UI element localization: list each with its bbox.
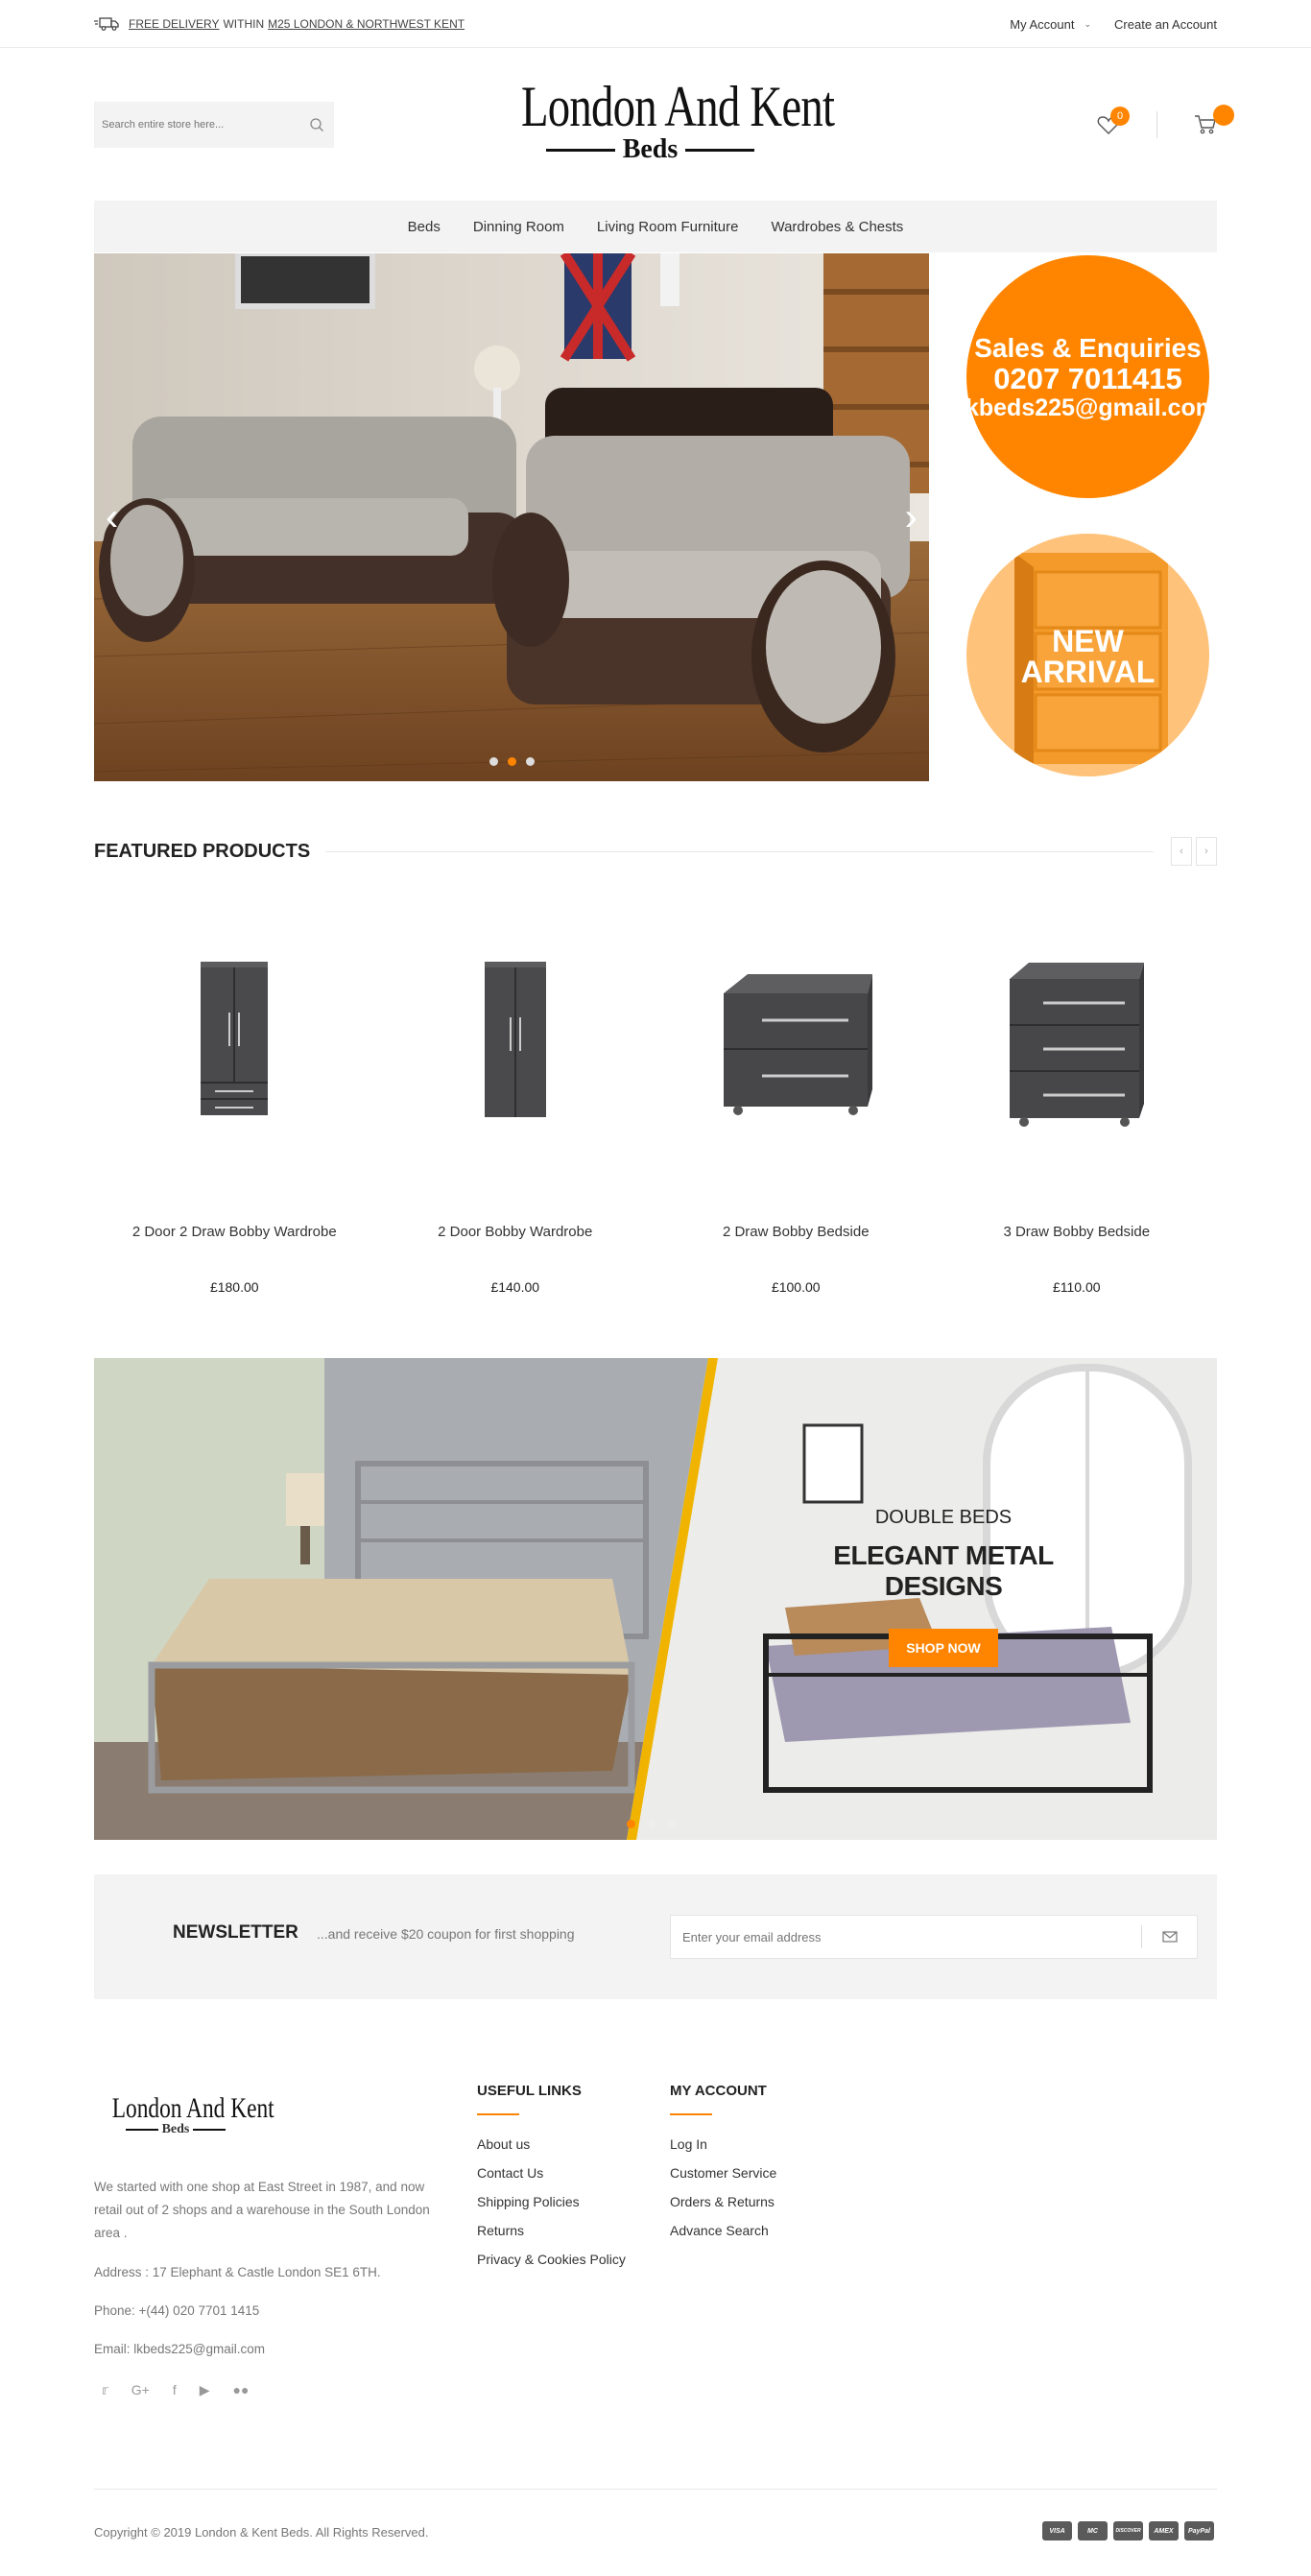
newsletter-submit-button[interactable] xyxy=(1141,1925,1197,1948)
amex-icon: AMEX xyxy=(1149,2521,1179,2540)
sales-email: lkbeds225@gmail.com xyxy=(959,394,1217,421)
footer-link-shipping-policies[interactable]: Shipping Policies xyxy=(477,2194,580,2209)
footer-logo-line1: London And Kent xyxy=(111,2092,274,2124)
footer-phone: Phone: +(44) 020 7701 1415 xyxy=(94,2303,260,2318)
footer-address: Address : 17 Elephant & Castle London SE1 6TH. xyxy=(94,2265,381,2279)
delivery-promo xyxy=(94,17,465,31)
footer-link-orders-returns[interactable]: Orders & Returns xyxy=(670,2194,775,2209)
product-name[interactable]: 2 Door 2 Draw Bobby Wardrobe xyxy=(131,1224,337,1240)
my-account-label: My Account xyxy=(1010,16,1075,32)
footer-logo[interactable] xyxy=(94,2092,274,2137)
twitter-icon[interactable]: 𝕣 xyxy=(102,2382,108,2397)
free-delivery-link[interactable]: FREE DELIVERY xyxy=(129,17,220,31)
useful-links-title: USEFUL LINKS xyxy=(477,2083,582,2099)
delivery-within-text: WITHIN xyxy=(223,17,265,31)
product-card[interactable] xyxy=(937,893,1218,1295)
slider-dots xyxy=(94,757,929,766)
footer-link-contact-us[interactable]: Contact Us xyxy=(477,2165,544,2181)
sales-phone: 0207 7011415 xyxy=(993,361,1182,395)
product-name[interactable]: 3 Draw Bobby Bedside xyxy=(1003,1224,1151,1240)
banner-dot[interactable] xyxy=(647,1820,656,1828)
visa-icon: VISA xyxy=(1042,2521,1072,2540)
footer-link-about-us[interactable]: About us xyxy=(477,2136,531,2152)
payment-methods xyxy=(1042,2521,1214,2540)
banner-dot[interactable] xyxy=(627,1820,635,1828)
footer-email[interactable]: Email: lkbeds225@gmail.com xyxy=(94,2342,266,2356)
envelope-icon xyxy=(1162,1931,1178,1943)
youtube-icon[interactable]: ▶ xyxy=(199,2382,210,2397)
search-input[interactable] xyxy=(102,119,284,131)
nav-item-beds[interactable]: Beds xyxy=(407,218,441,235)
slider-dot[interactable] xyxy=(526,757,535,766)
banner-dots xyxy=(627,1820,676,1828)
chevron-down-icon: ⌄ xyxy=(1084,18,1092,29)
google-plus-icon[interactable]: G+ xyxy=(131,2382,150,2397)
search-icon[interactable] xyxy=(309,117,324,132)
footer-link-customer-service[interactable]: Customer Service xyxy=(670,2165,777,2181)
hero-slider[interactable] xyxy=(94,253,929,781)
featured-header xyxy=(94,837,1217,866)
featured-prev-button[interactable]: ‹ xyxy=(1171,837,1192,866)
logo-line2: Beds xyxy=(622,134,679,164)
slider-dot[interactable] xyxy=(508,757,516,766)
footer-about: We started with one shop at East Street in 1987, and now retail out of 2 shops and a warehouse in the South London area . xyxy=(94,2180,430,2240)
bedside-2draw-image xyxy=(709,965,882,1118)
product-grid xyxy=(94,893,1217,1295)
my-account-title: MY ACCOUNT xyxy=(670,2083,767,2099)
newsletter-section xyxy=(94,1874,1217,1999)
slider-prev-button[interactable]: ‹ xyxy=(106,496,119,538)
sales-enquiries-badge[interactable] xyxy=(959,255,1217,498)
sales-enquiries-label: Sales & Enquiries xyxy=(974,332,1202,363)
newsletter-title: NEWSLETTER xyxy=(173,1922,298,1943)
slider-dot[interactable] xyxy=(489,757,498,766)
double-beds-banner[interactable] xyxy=(94,1358,1217,1840)
wardrobe-2door-image xyxy=(477,960,554,1123)
paypal-icon: PayPal xyxy=(1184,2521,1214,2540)
product-name[interactable]: 2 Draw Bobby Bedside xyxy=(722,1224,870,1240)
cart-count-badge xyxy=(1213,105,1234,126)
featured-next-button[interactable]: › xyxy=(1196,837,1217,866)
banner-dot[interactable] xyxy=(667,1820,676,1828)
new-arrival-badge[interactable] xyxy=(966,534,1209,776)
product-name[interactable]: 2 Door Bobby Wardrobe xyxy=(438,1224,593,1240)
footer-link-log-in[interactable]: Log In xyxy=(670,2136,707,2152)
footer-link-advance-search[interactable]: Advance Search xyxy=(670,2223,769,2238)
product-card[interactable] xyxy=(375,893,656,1295)
product-price: £110.00 xyxy=(1052,1279,1101,1295)
wishlist-count-badge: 0 xyxy=(1110,107,1130,126)
copyright-text: Copyright © 2019 London & Kent Beds. All Rights Reserved. xyxy=(94,2525,429,2540)
nav-item-dinning-room[interactable]: Dinning Room xyxy=(472,218,564,235)
footer-link-returns[interactable]: Returns xyxy=(477,2223,525,2238)
new-arrival-line2: ARRIVAL xyxy=(1020,655,1156,689)
facebook-icon[interactable]: f xyxy=(172,2382,177,2397)
nav-item-wardrobes-chests[interactable]: Wardrobes & Chests xyxy=(771,218,904,235)
sofa-showroom-image xyxy=(94,253,929,781)
footer-link-privacy-cookies[interactable]: Privacy & Cookies Policy xyxy=(477,2252,626,2267)
my-account-dropdown[interactable] xyxy=(1010,17,1091,32)
newsletter-form xyxy=(670,1915,1198,1959)
newsletter-email-input[interactable] xyxy=(671,1930,1141,1944)
useful-links-column xyxy=(477,2083,626,2280)
featured-title: FEATURED PRODUCTS xyxy=(94,840,311,862)
banner-subtitle: DOUBLE BEDS xyxy=(874,1507,1013,1528)
wishlist-button[interactable] xyxy=(1097,110,1124,135)
cart-button[interactable] xyxy=(1194,114,1217,135)
banner-title: ELEGANT METAL DESIGNS xyxy=(833,1540,1054,1601)
discover-icon: DISCOVER xyxy=(1113,2521,1143,2540)
flickr-icon[interactable]: ●● xyxy=(232,2382,250,2397)
top-bar xyxy=(0,0,1311,48)
my-account-column xyxy=(670,2083,776,2252)
social-links xyxy=(102,2382,249,2398)
delivery-area-link[interactable]: M25 LONDON & NORTHWEST KENT xyxy=(268,17,465,31)
newsletter-subtitle: ...and receive $20 coupon for first shopping xyxy=(317,1926,575,1942)
logo-line1: London And Kent xyxy=(520,75,835,138)
main-nav xyxy=(94,201,1217,252)
footer-logo-line2: Beds xyxy=(161,2122,190,2136)
bedside-3draw-image xyxy=(1000,955,1154,1128)
wardrobe-2door-2draw-image xyxy=(196,960,273,1123)
new-arrival-line1: NEW xyxy=(1052,624,1124,658)
nav-item-living-room-furniture[interactable]: Living Room Furniture xyxy=(596,218,739,235)
truck-icon xyxy=(94,17,119,31)
product-card[interactable] xyxy=(94,893,375,1295)
product-card[interactable] xyxy=(656,893,937,1295)
product-price: £140.00 xyxy=(490,1279,540,1295)
slider-next-button[interactable]: › xyxy=(904,496,918,538)
site-logo[interactable] xyxy=(485,75,835,176)
search-box xyxy=(94,102,334,148)
product-price: £100.00 xyxy=(771,1279,821,1295)
shop-now-button[interactable]: SHOP NOW xyxy=(889,1629,998,1667)
create-account-link[interactable]: Create an Account xyxy=(1114,16,1217,32)
product-price: £180.00 xyxy=(209,1279,259,1295)
mastercard-icon: MC xyxy=(1078,2521,1108,2540)
